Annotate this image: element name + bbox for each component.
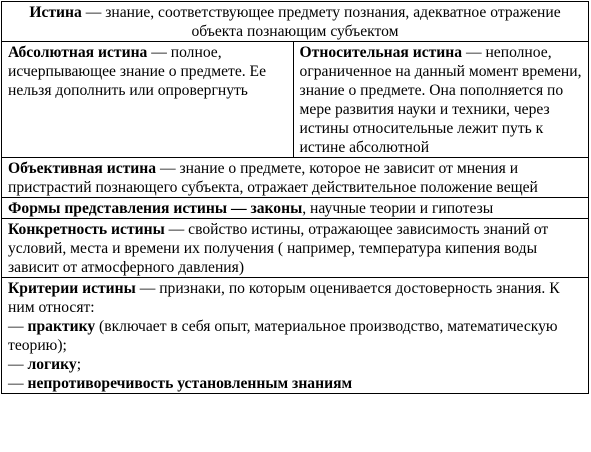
relative-truth-cell — [293, 42, 588, 158]
criteria-item-logic: логику — [27, 356, 77, 373]
criteria-item-practice-note: (включает в себя опыт, материальное производство, математическую теорию); — [8, 318, 558, 354]
concreteness-term: Конкретность истины — [8, 221, 165, 238]
absolute-truth-definition: — полное, исчерпывающее знание о предмете. Ее нельзя дополнить или опровергнуть — [8, 44, 267, 99]
concreteness-cell — [2, 219, 589, 278]
criteria-item-dash: — — [8, 375, 28, 392]
criteria-row — [2, 278, 589, 394]
criteria-item-dash: — — [8, 318, 28, 335]
relative-truth-definition: — неполное, ограниченное на данный момент времени, знание о предмете. Она пополняется по мере развития науки и техники, через истины относительные лежит путь к истине абсолютной — [299, 44, 582, 156]
forms-definition: , научные теории и гипотезы — [302, 200, 494, 217]
truth-definition-cell — [2, 2, 589, 42]
absolute-truth-cell — [2, 42, 294, 158]
header-row — [2, 2, 589, 42]
criteria-definition: — признаки, по которым оценивается достоверность знания. К ним относят: — [8, 280, 560, 316]
criteria-item-logic-note: ; — [76, 356, 82, 373]
criteria-item-consistency: непротиворечивость установленным знаниям — [27, 375, 353, 392]
forms-term: Формы представления истины — законы — [8, 200, 303, 217]
criteria-term: Критерии истины — [8, 280, 136, 297]
truth-term: Истина — [29, 4, 82, 21]
objective-row — [2, 158, 589, 198]
criteria-cell — [2, 278, 589, 394]
objective-truth-cell — [2, 158, 589, 198]
criteria-item-practice: практику — [27, 318, 96, 335]
forms-cell — [2, 198, 589, 219]
concreteness-row — [2, 219, 589, 278]
absolute-relative-row — [2, 42, 589, 158]
relative-truth-term: Относительная истина — [299, 44, 463, 61]
objective-truth-term: Объективная истина — [8, 160, 157, 177]
concreteness-definition: — свойство истины, отражающее зависимость знаний от условий, места и времени их получения ( например, температура кипения воды зависит от атмосферного давления) — [8, 221, 549, 276]
criteria-item-dash: — — [8, 356, 28, 373]
truth-table — [1, 1, 589, 394]
objective-truth-definition: — знание о предмете, которое не зависит от мнения и пристрастий познающего субъекта, отражает действительное положение вещей — [8, 160, 538, 196]
absolute-truth-term: Абсолютная истина — [8, 44, 148, 61]
forms-row — [2, 198, 589, 219]
truth-definition: — знание, соответствующее предмету познания, адекватное отражение объекта познающим субъектом — [81, 4, 561, 40]
